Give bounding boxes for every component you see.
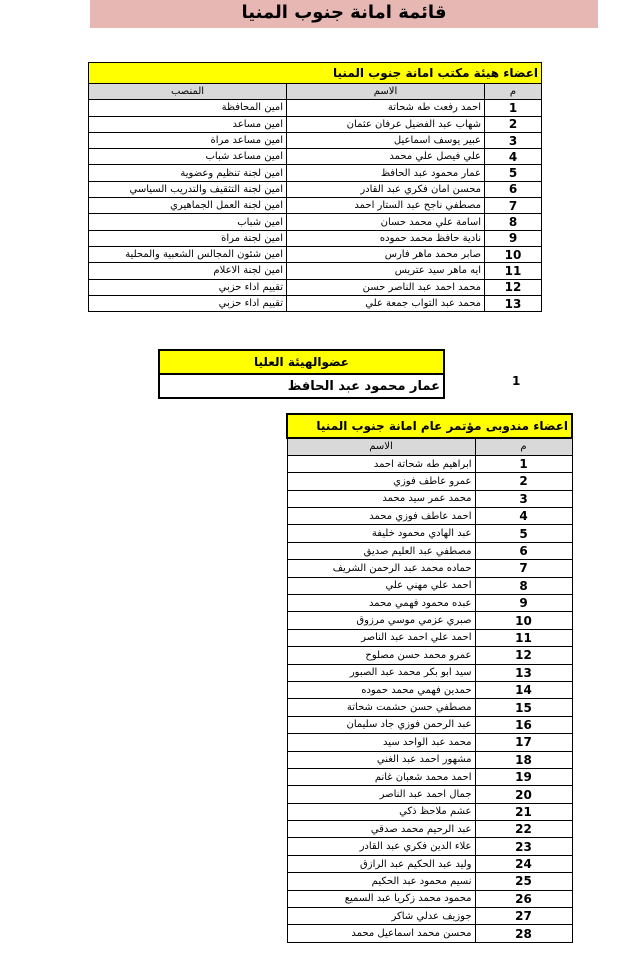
- row-number: 19: [475, 768, 572, 785]
- table-row: [287, 838, 572, 855]
- table-row: [287, 681, 572, 698]
- row-number: 1: [485, 100, 542, 116]
- table-row: [287, 525, 572, 542]
- row-number: 28: [475, 925, 572, 942]
- member-name: ايه ماهر سيد عتريس: [287, 263, 485, 279]
- table-row: [287, 890, 572, 907]
- table-row: [287, 542, 572, 559]
- table-row: [89, 214, 542, 230]
- member-position: امين لجنة تنظيم وعضوية: [89, 165, 287, 181]
- row-number: 20: [475, 786, 572, 803]
- row-number: 17: [475, 734, 572, 751]
- table-row: [287, 908, 572, 925]
- member-position: امين مساعد شباب: [89, 149, 287, 165]
- page-title: قائمة امانة جنوب المنيا: [90, 0, 598, 28]
- member-position: امين مساعد: [89, 116, 287, 132]
- row-number: 25: [475, 873, 572, 890]
- row-number: 8: [475, 577, 572, 594]
- table-row: [287, 508, 572, 525]
- table-row: [287, 612, 572, 629]
- row-number: 3: [485, 132, 542, 148]
- row-number: 6: [485, 181, 542, 197]
- table-row: [287, 821, 572, 838]
- row-number: 26: [475, 890, 572, 907]
- table-row: [287, 855, 572, 872]
- member-name: محسن امان فكري عبد القادر: [287, 181, 485, 197]
- member-name: مصطفي ناجح عبد الستار احمد: [287, 198, 485, 214]
- delegate-name: محمد عمر سيد محمد: [287, 490, 475, 507]
- delegate-name: احمد محمد شعبان غانم: [287, 768, 475, 785]
- row-number: 14: [475, 681, 572, 698]
- row-number: 4: [475, 508, 572, 525]
- member-name: شهاب عبد الفضيل عرفان عثمان: [287, 116, 485, 132]
- table-row: [287, 577, 572, 594]
- delegate-name: حماده محمد عبد الرحمن الشريف: [287, 560, 475, 577]
- row-number: 13: [485, 295, 542, 311]
- table-row: [287, 473, 572, 490]
- delegate-name: جوزيف عدلي شاكر: [287, 908, 475, 925]
- row-number: 1: [475, 455, 572, 472]
- col-header-name: الاسم: [287, 84, 485, 100]
- member-position: تقييم اداء حزبي: [89, 279, 287, 295]
- delegate-name: عمرو محمد حسن مصلوح: [287, 647, 475, 664]
- row-number: 12: [485, 279, 542, 295]
- delegates-header-row: [287, 438, 572, 455]
- row-number: 12: [475, 647, 572, 664]
- row-number: 9: [485, 230, 542, 246]
- table-row: [89, 165, 542, 181]
- row-number: 5: [485, 165, 542, 181]
- table-row: [287, 803, 572, 820]
- delegate-name: احمد عاطف فوزي محمد: [287, 508, 475, 525]
- delegate-name: صبري عزمي موسي مرزوق: [287, 612, 475, 629]
- table-row: [287, 647, 572, 664]
- row-number: 6: [475, 542, 572, 559]
- row-number: 24: [475, 855, 572, 872]
- table-row: [287, 490, 572, 507]
- delegate-name: محمد عبد الواحد سيد: [287, 734, 475, 751]
- table-row: [89, 295, 542, 311]
- col-header-num: م: [485, 84, 542, 100]
- delegate-name: وليد عبد الحكيم عبد الرازق: [287, 855, 475, 872]
- table-row: [89, 149, 542, 165]
- table-row: [287, 629, 572, 646]
- member-position: امين شئون المجالس الشعبية والمحلية: [89, 246, 287, 262]
- row-number: 21: [475, 803, 572, 820]
- delegate-name: عشم ملاحظ ذكي: [287, 803, 475, 820]
- row-number: 13: [475, 664, 572, 681]
- delegate-name: نسيم محمود عبد الحكيم: [287, 873, 475, 890]
- office-caption-row: [89, 63, 542, 84]
- row-number: 23: [475, 838, 572, 855]
- member-position: امين لجنة العمل الجماهيري: [89, 198, 287, 214]
- row-number: 7: [475, 560, 572, 577]
- delegate-name: مشهور احمد عبد الغني: [287, 751, 475, 768]
- member-name: عبير يوسف اسماعيل: [287, 132, 485, 148]
- row-number: 10: [475, 612, 572, 629]
- member-position: امين لجنة مراة: [89, 230, 287, 246]
- member-name: عمار محمود عبد الحافظ: [287, 165, 485, 181]
- table-row: [89, 263, 542, 279]
- table-row: [287, 716, 572, 733]
- member-name: محمد عبد التواب جمعة علي: [287, 295, 485, 311]
- supreme-number: 1: [512, 374, 521, 388]
- table-row: [287, 455, 572, 472]
- table-row: [89, 116, 542, 132]
- row-number: 2: [485, 116, 542, 132]
- table-row: [89, 246, 542, 262]
- delegate-name: مصطفي حسن حشمت شحاتة: [287, 699, 475, 716]
- member-position: امين المحافظة: [89, 100, 287, 116]
- member-name: اسامة علي محمد حسان: [287, 214, 485, 230]
- office-members-table: [88, 62, 542, 312]
- table-row: [287, 699, 572, 716]
- member-name: علي فيصل علي محمد: [287, 149, 485, 165]
- supreme-row: [159, 374, 444, 398]
- delegates-table: [286, 413, 573, 943]
- member-position: امين مساعد مراة: [89, 132, 287, 148]
- row-number: 22: [475, 821, 572, 838]
- delegate-name: محمود محمد زكريا عبد السميع: [287, 890, 475, 907]
- row-number: 2: [475, 473, 572, 490]
- member-name: محمد احمد عبد الناصر حسن: [287, 279, 485, 295]
- delegates-caption: اعضاء مندوبى مؤتمر عام امانة جنوب المنيا: [287, 414, 572, 438]
- office-header-row: [89, 84, 542, 100]
- table-row: [89, 181, 542, 197]
- delegate-name: عمرو عاطف فوزي: [287, 473, 475, 490]
- member-position: امين شباب: [89, 214, 287, 230]
- office-caption: اعضاء هيئة مكتب امانة جنوب المنيا: [89, 63, 542, 84]
- table-row: [287, 560, 572, 577]
- member-name: احمد رفعت طه شحاتة: [287, 100, 485, 116]
- col-header-num: م: [475, 438, 572, 455]
- row-number: 8: [485, 214, 542, 230]
- delegate-name: عبد الهادي محمود خليفة: [287, 525, 475, 542]
- table-row: [287, 768, 572, 785]
- col-header-position: المنصب: [89, 84, 287, 100]
- table-row: [89, 100, 542, 116]
- delegate-name: سيد ابو بكر محمد عبد الصبور: [287, 664, 475, 681]
- delegate-name: جمال احمد عبد الناصر: [287, 786, 475, 803]
- row-number: 7: [485, 198, 542, 214]
- row-number: 3: [475, 490, 572, 507]
- delegate-name: علاء الدين فكري عبد القادر: [287, 838, 475, 855]
- supreme-committee-table: [158, 349, 445, 399]
- delegate-name: احمد علي مهني علي: [287, 577, 475, 594]
- supreme-caption: عضوالهيئة العليا: [159, 350, 444, 374]
- col-header-name: الاسم: [287, 438, 475, 455]
- table-row: [89, 198, 542, 214]
- delegate-name: عبد الرحيم محمد صدقي: [287, 821, 475, 838]
- delegate-name: عبده محمود فهمي محمد: [287, 595, 475, 612]
- delegate-name: احمد علي احمد عبد الناصر: [287, 629, 475, 646]
- table-row: [287, 873, 572, 890]
- table-row: [287, 734, 572, 751]
- row-number: 16: [475, 716, 572, 733]
- row-number: 27: [475, 908, 572, 925]
- member-name: نادية حافظ محمد حموده: [287, 230, 485, 246]
- row-number: 5: [475, 525, 572, 542]
- table-row: [287, 751, 572, 768]
- delegate-name: ابراهيم طه شحاتة احمد: [287, 455, 475, 472]
- table-row: [287, 664, 572, 681]
- table-row: [89, 230, 542, 246]
- supreme-name: عمار محمود عبد الحافظ: [159, 374, 444, 398]
- supreme-caption-row: [159, 350, 444, 374]
- row-number: 11: [475, 629, 572, 646]
- delegates-caption-row: [287, 414, 572, 438]
- table-row: [287, 595, 572, 612]
- member-position: امين لجنة التثقيف والتدريب السياسي: [89, 181, 287, 197]
- row-number: 11: [485, 263, 542, 279]
- member-position: تقييم اداء حزبي: [89, 295, 287, 311]
- row-number: 9: [475, 595, 572, 612]
- member-name: صابر محمد ماهر فارس: [287, 246, 485, 262]
- table-row: [89, 279, 542, 295]
- delegate-name: حمدين فهمي محمد حموده: [287, 681, 475, 698]
- table-row: [287, 925, 572, 942]
- row-number: 10: [485, 246, 542, 262]
- row-number: 18: [475, 751, 572, 768]
- row-number: 4: [485, 149, 542, 165]
- delegate-name: عبد الرحمن فوزي جاد سليمان: [287, 716, 475, 733]
- delegate-name: مصطفي عبد العليم صديق: [287, 542, 475, 559]
- member-position: امين لجنة الاعلام: [89, 263, 287, 279]
- delegate-name: محسن محمد اسماعيل محمد: [287, 925, 475, 942]
- table-row: [89, 132, 542, 148]
- row-number: 15: [475, 699, 572, 716]
- table-row: [287, 786, 572, 803]
